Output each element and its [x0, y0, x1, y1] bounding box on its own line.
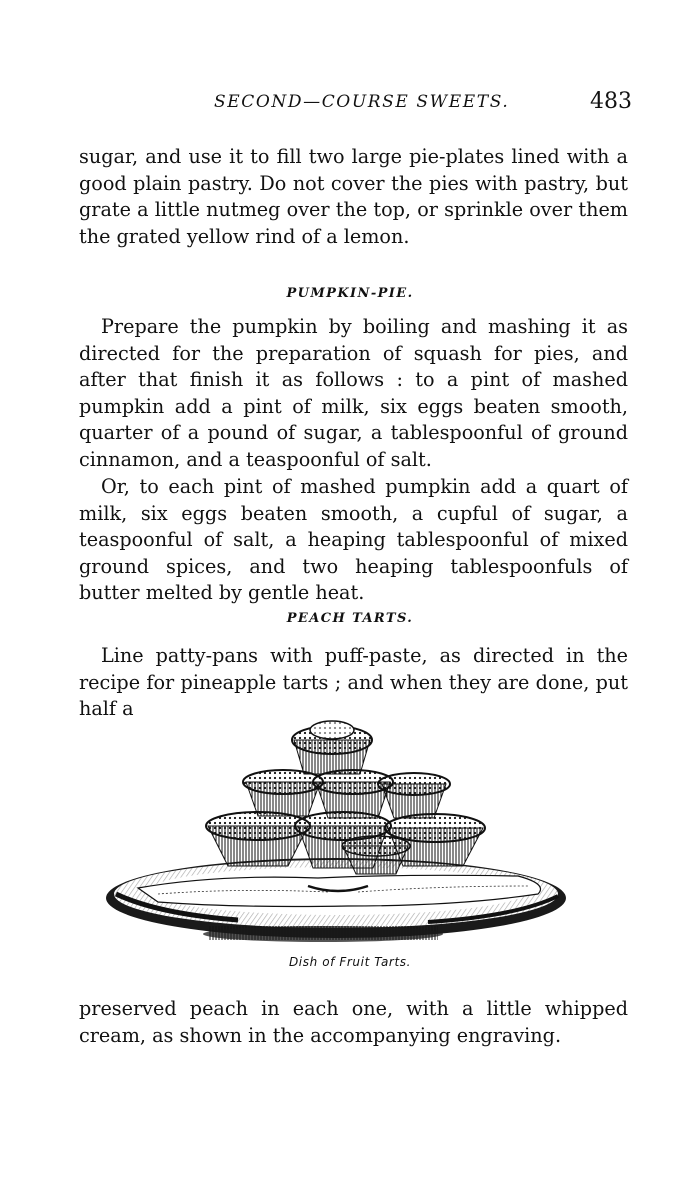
running-title: SECOND—COURSE SWEETS. [214, 92, 510, 112]
peach-paragraph-1: Line patty-pans with puff-paste, as directed in the recipe for pineapple tarts ; and when they are done, put half a [79, 644, 628, 720]
heading-peach-tarts: PEACH TARTS. [286, 611, 414, 626]
middle-tier-tarts [243, 770, 450, 818]
bottom-tier-tarts [206, 812, 485, 874]
engraving-caption: Dish of Fruit Tarts. [288, 955, 412, 969]
peach-paragraph-2: preserved peach in each one, with a little whipped cream, as shown in the accompanying engraving. [79, 997, 628, 1047]
page-number: 483 [590, 89, 632, 114]
pumpkin-paragraph-1: Prepare the pumpkin by boiling and mashing it as directed for the preparation of squash for pies, and after that finish it as follows : to a pint of mashed pumpkin add a pint of milk, six eggs beaten smooth, quarter of a pound of sugar, a tablespoonful of ground cinnamon, and a teaspoonful of salt. [79, 315, 628, 471]
continuation-paragraph: sugar, and use it to fill two large pie-plates lined with a good plain pastry. Do not cover the pies with pastry, but grate a little nutmeg over the top, or sprinkle over them the grated yellow rind of a lemon. [79, 145, 628, 248]
pumpkin-paragraph-2: Or, to each pint of mashed pumpkin add a quart of milk, six eggs beaten smooth, a cupful of sugar, a teaspoonful of salt, a heaping tablespoonful of mixed ground spices, and two heaping tablespoonfuls of butter melted by gentle heat. [79, 475, 628, 604]
heading-pumpkin-pie: PUMPKIN-PIE. [286, 286, 414, 301]
top-tart [292, 721, 372, 774]
running-head [0, 89, 700, 122]
fruit-tarts-engraving [98, 716, 580, 952]
